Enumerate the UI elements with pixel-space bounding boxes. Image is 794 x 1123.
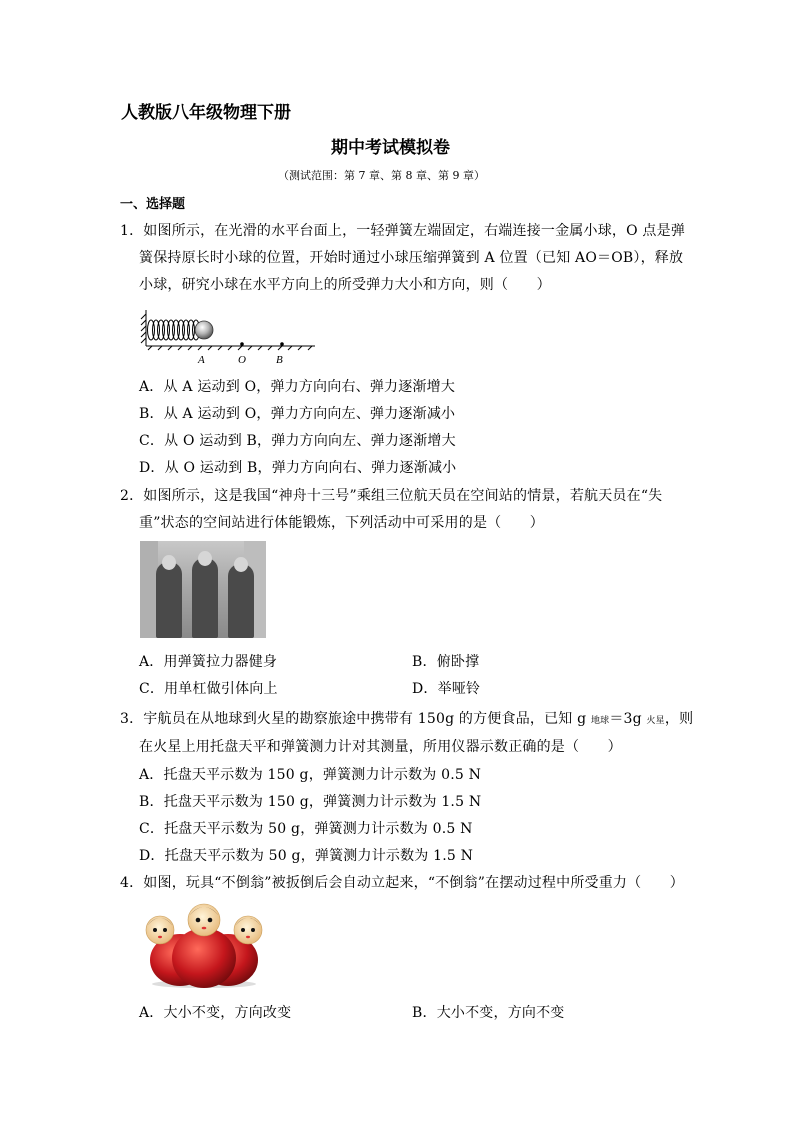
test-scope: （测试范围：第 7 章、第 8 章、第 9 章） — [278, 169, 485, 182]
option-d[interactable]: D．托盘天平示数为 50 g，弹簧测力计示数为 1.5 N — [139, 848, 474, 864]
option-a[interactable]: A．托盘天平示数为 150 g，弹簧测力计示数为 0.5 N — [139, 767, 482, 783]
option-a[interactable]: A．从 A 运动到 O，弹力方向向右、弹力逐渐增大 — [139, 379, 456, 395]
option-b[interactable]: B．大小不变，方向不变 — [412, 1005, 565, 1021]
option-a[interactable]: A．大小不变，方向改变 — [139, 1005, 292, 1021]
question-text-line: 簧保持原长时小球的位置，开始时通过小球压缩弹簧到 A 位置（已知 AO＝OB），释放 — [139, 250, 684, 266]
question-text-line: 重”状态的空间站进行体能锻炼，下列活动中可采用的是（ ） — [139, 515, 544, 531]
option-c[interactable]: C．托盘天平示数为 50 g，弹簧测力计示数为 0.5 N — [139, 821, 473, 837]
option-c[interactable]: C．用单杠做引体向上 — [139, 681, 278, 697]
point-o-marker — [240, 342, 244, 346]
question-text-line: 在火星上用托盘天平和弹簧测力计对其测量，所用仪器示数正确的是（ ） — [139, 739, 622, 755]
question-text-line: 3．宇航员在从地球到火星的勘察旅途中携带有 150g 的方便食品，已知 g 地球＝3g 火星，则 — [120, 711, 694, 727]
option-b[interactable]: B．托盘天平示数为 150 g，弹簧测力计示数为 1.5 N — [139, 794, 482, 810]
wall — [141, 310, 146, 346]
question-text-line: 1．如图所示，在光滑的水平台面上，一轻弹簧左端固定，右端连接一金属小球，O 点是弹 — [120, 223, 686, 239]
question-text-line: 4．如图，玩具“不倒翁”被扳倒后会自动立起来，“不倒翁”在摆动过程中所受重力（ ） — [120, 875, 684, 891]
tumbler-toy-image — [140, 900, 268, 992]
option-d[interactable]: D．从 O 运动到 B，弹力方向向右、弹力逐渐减小 — [139, 460, 457, 476]
spring — [148, 320, 200, 340]
question-text-line: 小球，研究小球在水平方向上的所受弹力大小和方向，则（ ） — [139, 277, 551, 293]
question-text-line: 2．如图所示，这是我国“神舟十三号”乘组三位航天员在空间站的情景，若航天员在“失 — [120, 488, 663, 504]
option-c[interactable]: C．从 O 运动到 B，弹力方向向左、弹力逐渐增大 — [139, 433, 456, 449]
page-title: 期中考试模拟卷 — [331, 138, 450, 158]
spring-ball-figure — [140, 306, 320, 368]
metal-ball — [195, 321, 213, 339]
option-b[interactable]: B．俯卧撑 — [412, 654, 480, 670]
point-b-marker — [280, 342, 284, 346]
label-o: O — [238, 354, 246, 366]
table-surface — [146, 346, 315, 350]
option-a[interactable]: A．用弹簧拉力器健身 — [139, 654, 278, 670]
label-b: B — [276, 354, 283, 366]
option-d[interactable]: D．举哑铃 — [412, 681, 481, 697]
book-series: 人教版八年级物理下册 — [121, 103, 291, 123]
astronauts-photo — [140, 541, 266, 638]
section-heading: 一、选择题 — [120, 197, 186, 212]
label-a: A — [198, 354, 205, 366]
option-b[interactable]: B．从 A 运动到 O，弹力方向向左、弹力逐渐减小 — [139, 406, 456, 422]
